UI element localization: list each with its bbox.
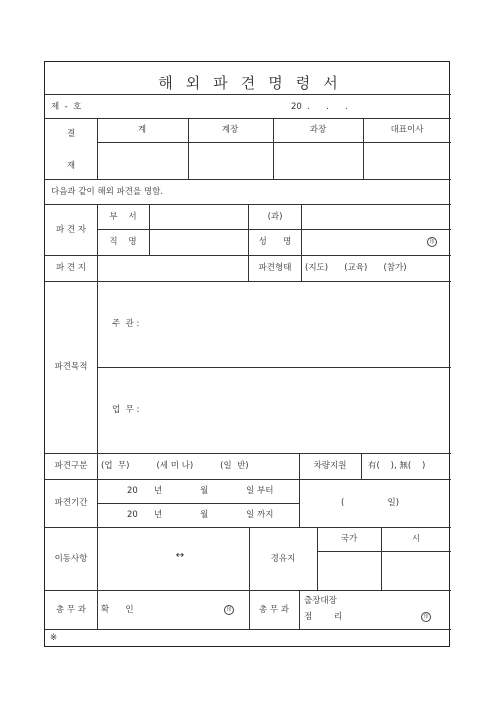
period-days: ( 일) — [341, 498, 400, 508]
divider — [317, 527, 318, 590]
approval-role-clerk: 계 — [137, 125, 147, 135]
city-label: 시 — [411, 534, 421, 544]
divider — [188, 118, 189, 179]
approval-label-bottom: 재 — [66, 161, 76, 171]
divider — [97, 590, 98, 629]
divider — [45, 179, 451, 180]
trip-ledger-label: 출장대장 — [304, 596, 337, 606]
name-label: 성 명 — [258, 237, 292, 247]
form-title: 해외파견명령서 — [158, 74, 351, 92]
divider — [273, 118, 274, 179]
approval-role-manager: 과장 — [309, 125, 327, 135]
round-trip-arrow-icon: ↔ — [175, 550, 185, 561]
dispatch-type-options: (지도) (교육) (참가) — [305, 263, 407, 273]
divider — [45, 94, 451, 95]
divider — [149, 204, 150, 255]
dept-label: 부 서 — [109, 212, 137, 222]
divider — [381, 527, 382, 590]
seal-icon: 印 — [421, 612, 431, 622]
document-number: 제 - 호 — [51, 102, 82, 112]
divider — [45, 118, 451, 119]
general-affairs-label: 총 무 과 — [55, 605, 87, 615]
divider — [301, 204, 302, 281]
divider — [363, 118, 364, 179]
movement-label: 이동사항 — [54, 554, 88, 564]
divider — [45, 629, 451, 630]
divider — [97, 204, 98, 590]
document-date: 20 . . . — [291, 102, 348, 112]
divider — [97, 118, 98, 179]
period-to: 20 년 월 일 까지 — [127, 510, 274, 520]
divider — [45, 479, 451, 480]
divider — [97, 142, 451, 143]
divider — [45, 527, 451, 528]
note-mark: ※ — [50, 633, 58, 643]
approval-role-chief: 계장 — [221, 125, 239, 135]
divider — [97, 503, 299, 504]
approval-role-ceo: 대표이사 — [390, 125, 424, 135]
divider — [248, 204, 249, 281]
divider — [45, 281, 451, 282]
divider — [45, 453, 451, 454]
confirm-label: 확 인 — [101, 605, 134, 615]
dispatch-type-label: 파견형태 — [258, 263, 292, 273]
period-from: 20 년 월 일 부터 — [127, 486, 274, 496]
divider — [97, 367, 451, 368]
divider — [249, 590, 250, 629]
general-affairs-label-2: 총 무 과 — [258, 605, 290, 615]
work-label: 업 무 : — [112, 405, 140, 415]
divider — [45, 590, 451, 591]
via-label: 경유지 — [270, 554, 296, 564]
divider — [97, 229, 451, 230]
category-label: 파견구분 — [54, 461, 88, 471]
arrangement-label: 점 리 — [304, 612, 343, 622]
host-label: 주 관 : — [112, 319, 140, 329]
instruction-text: 다음과 같이 해외 파견을 명함. — [51, 187, 164, 197]
vehicle-support-options: 有( ), 無( ) — [368, 461, 426, 471]
position-label: 직 명 — [109, 237, 137, 247]
divider — [361, 453, 362, 479]
divider — [299, 590, 300, 629]
divider — [249, 527, 250, 590]
period-label: 파견기간 — [54, 498, 88, 508]
divider — [317, 551, 451, 552]
divider — [299, 453, 300, 527]
place-label: 파 견 지 — [55, 263, 87, 273]
dept-suffix: (과) — [267, 212, 283, 222]
dispatchee-label: 파 견 자 — [55, 225, 87, 235]
seal-icon: 印 — [427, 237, 437, 247]
country-label: 국가 — [340, 534, 358, 544]
dispatch-order-form — [44, 61, 450, 647]
category-options: (업 무) (세 미 나) (일 반) — [101, 461, 249, 471]
vehicle-support-label: 차량지원 — [313, 461, 347, 471]
purpose-label: 파견목적 — [54, 362, 88, 372]
approval-label-top: 결 — [66, 129, 76, 139]
seal-icon: 印 — [224, 605, 234, 615]
